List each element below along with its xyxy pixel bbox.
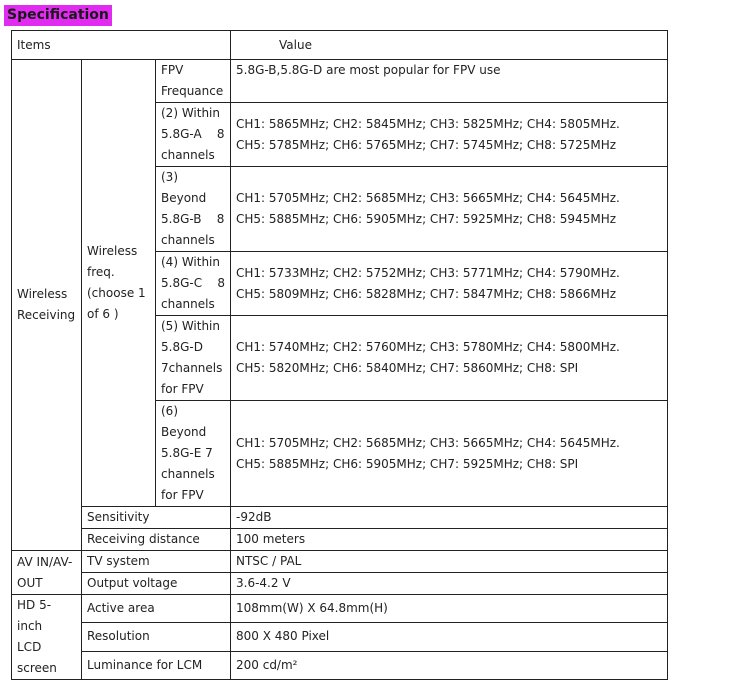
table-row (12, 551, 668, 573)
table-row (12, 507, 668, 529)
row-label: Active area (82, 595, 231, 623)
band-value: 5.8G-B,5.8G-D are most popular for FPV use (231, 60, 668, 103)
band-name: (6) Beyond 5.8G-E 7 channels for FPV (156, 401, 231, 507)
value-header: Value (231, 31, 668, 60)
spec-table (11, 30, 668, 680)
row-label: Receiving distance (82, 529, 231, 551)
band-value: CH1: 5733MHz; CH2: 5752MHz; CH3: 5771MHz; CH4: 5790MHz. CH5: 5809MHz; CH6: 5828MHz; CH7: 5847MHz; CH8: 5866MHz (231, 252, 668, 316)
band-name: (3) Beyond 5.8G-B 8 channels (156, 167, 231, 252)
table-row (12, 529, 668, 551)
band-value: CH1: 5865MHz; CH2: 5845MHz; CH3: 5825MHz; CH4: 5805MHz. CH5: 5785MHz; CH6: 5765MHz; CH7: 5745MHz; CH8: 5725MHz (231, 103, 668, 167)
row-value: 3.6-4.2 V (231, 573, 668, 595)
band-value: CH1: 5740MHz; CH2: 5760MHz; CH3: 5780MHz; CH4: 5800MHz. CH5: 5820MHz; CH6: 5840MHz; CH7: 5860MHz; CH8: SPI (231, 316, 668, 401)
table-row (12, 623, 668, 651)
row-label: TV system (82, 551, 231, 573)
row-value: NTSC / PAL (231, 551, 668, 573)
group-label-lcd: HD 5-inch LCD screen (12, 595, 82, 680)
group-label-wireless-receiving: Wireless Receiving (12, 60, 82, 551)
header-row (12, 31, 668, 60)
group-label-wireless-freq: Wireless freq. (choose 1 of 6 ) (82, 60, 156, 507)
row-value: 800 X 480 Pixel (231, 623, 668, 651)
band-value: CH1: 5705MHz; CH2: 5685MHz; CH3: 5665MHz; CH4: 5645MHz. CH5: 5885MHz; CH6: 5905MHz; CH7: 5925MHz; CH8: 5945MHz (231, 167, 668, 252)
items-header: Items (12, 31, 231, 60)
band-value: CH1: 5705MHz; CH2: 5685MHz; CH3: 5665MHz; CH4: 5645MHz. CH5: 5885MHz; CH6: 5905MHz; CH7: 5925MHz; CH8: SPI (231, 401, 668, 507)
row-value: 200 cd/m² (231, 651, 668, 679)
row-label: Resolution (82, 623, 231, 651)
band-name: (2) Within 5.8G-A 8 channels (156, 103, 231, 167)
section-title: Specification (4, 5, 112, 26)
row-label: Luminance for LCM (82, 651, 231, 679)
table-row (12, 595, 668, 623)
band-name: FPV Frequance (156, 60, 231, 103)
group-label-av: AV IN/AV- OUT (12, 551, 82, 595)
table-row (12, 60, 668, 103)
row-value: -92dB (231, 507, 668, 529)
band-name: (5) Within 5.8G-D 7channels for FPV (156, 316, 231, 401)
table-row (12, 651, 668, 679)
row-value: 100 meters (231, 529, 668, 551)
row-label: Sensitivity (82, 507, 231, 529)
table-row (12, 573, 668, 595)
band-name: (4) Within 5.8G-C 8 channels (156, 252, 231, 316)
row-label: Output voltage (82, 573, 231, 595)
row-value: 108mm(W) X 64.8mm(H) (231, 595, 668, 623)
